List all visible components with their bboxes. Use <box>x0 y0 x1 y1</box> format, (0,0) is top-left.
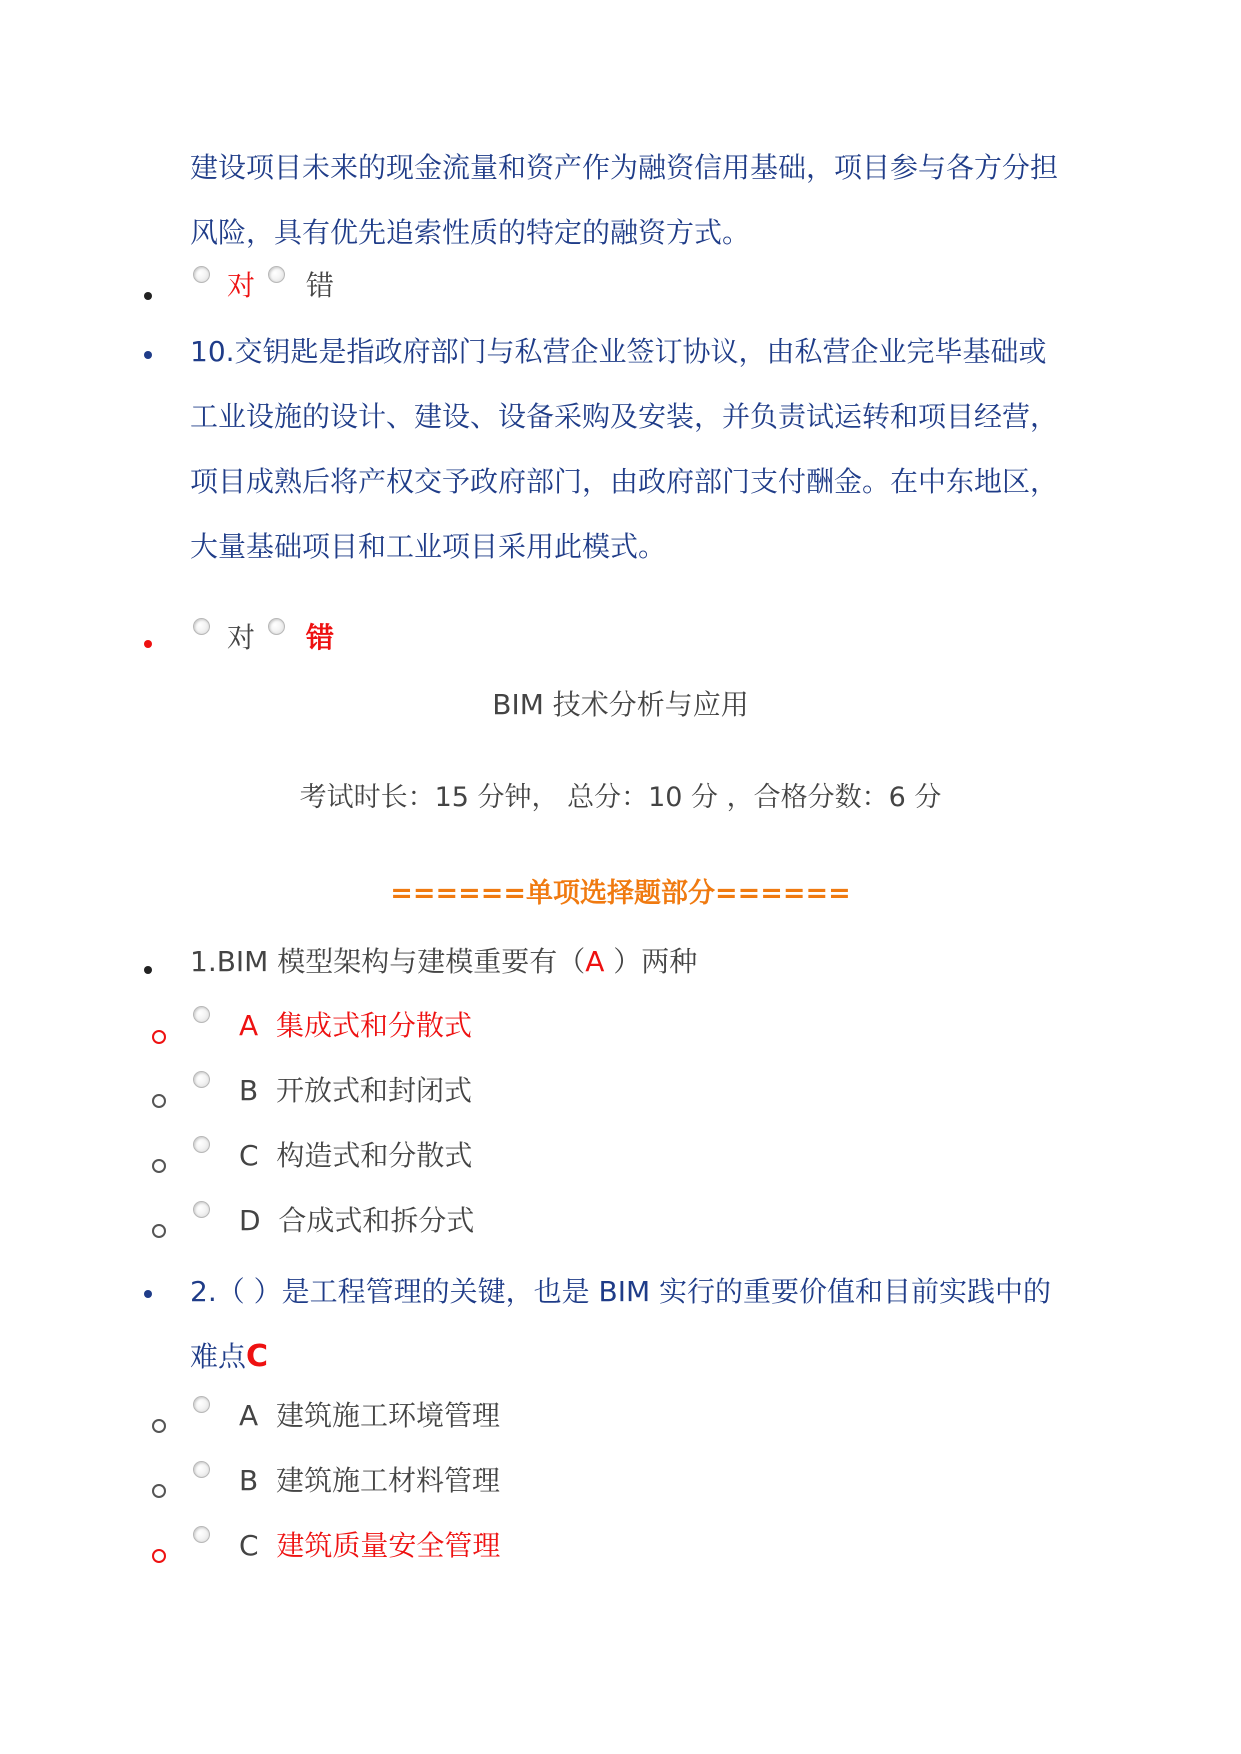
option-text: 集成式和分散式 <box>275 1009 472 1042</box>
radio-mc2-b[interactable] <box>193 1461 210 1478</box>
option-letter: C <box>239 1529 259 1562</box>
mc1-option-a <box>239 1006 472 1046</box>
option-true-q10-label: 对 <box>227 621 256 654</box>
section-header: ======单项选择题部分====== <box>390 878 851 909</box>
option-letter: C <box>239 1139 259 1172</box>
sub-bullet <box>152 1094 166 1108</box>
mc-question-2-text: 2.（ ）是工程管理的关键，也是 BIM 实行的重要价值和目前实践中的难点 <box>190 1275 1052 1373</box>
sub-bullet <box>152 1419 166 1433</box>
radio-true-q10[interactable] <box>193 618 210 635</box>
option-true-q9-label: 对 <box>227 269 256 302</box>
list-bullet <box>144 640 152 648</box>
radio-false-q9[interactable] <box>268 266 285 283</box>
exam-title: BIM 技术分析与应用 <box>492 688 749 721</box>
radio-mc2-a[interactable] <box>193 1396 210 1413</box>
sub-bullet <box>152 1030 166 1044</box>
sub-bullet <box>152 1159 166 1173</box>
mc2-option-b <box>239 1461 500 1501</box>
option-letter: D <box>239 1204 261 1237</box>
mc-question-2 <box>190 1259 1070 1389</box>
option-false-q9-label: 错 <box>306 269 335 302</box>
option-letter: A <box>239 1009 259 1042</box>
radio-mc2-c[interactable] <box>193 1526 210 1543</box>
sub-bullet <box>152 1224 166 1238</box>
option-false-q10-label: 错 <box>306 621 335 654</box>
list-bullet <box>144 966 152 974</box>
option-text: 建筑施工环境管理 <box>275 1399 500 1432</box>
mc1-option-b <box>239 1071 472 1111</box>
sub-bullet <box>152 1484 166 1498</box>
list-bullet <box>144 351 152 359</box>
radio-true-q9[interactable] <box>193 266 210 283</box>
sub-bullet <box>152 1549 166 1563</box>
option-text: 开放式和封闭式 <box>276 1074 473 1107</box>
mc-question-1-text-end: ）两种 <box>604 945 698 978</box>
question-10-text: 10.交钥匙是指政府部门与私营企业签订协议，由私营企业完毕基础或工业设施的设计、建设、设备采购及安装，并负责试运转和项目经营，项目成熟后将产权交予政府部门，由政府部门支付酬金。在中东地区，大量基础项目和工业项目采用此模式。 <box>190 335 1059 563</box>
mc1-option-d <box>239 1201 474 1241</box>
mc1-option-c <box>239 1136 472 1176</box>
option-letter: B <box>239 1074 259 1107</box>
exam-info: 考试时长：15 分钟， 总分：10 分 ，合格分数：6 分 <box>299 782 942 813</box>
mc-question-1-text: 1.BIM 模型架构与建模重要有（ <box>190 945 586 978</box>
question-9-text: 建设项目未来的现金流量和资产作为融资信用基础，项目参与各方分担风险，具有优先追索性质的特定的融资方式。 <box>190 151 1059 249</box>
mc2-option-a <box>239 1396 500 1436</box>
option-letter: A <box>239 1399 259 1432</box>
radio-mc1-d[interactable] <box>193 1201 210 1218</box>
option-letter: B <box>239 1464 259 1497</box>
option-text: 合成式和拆分式 <box>278 1204 475 1237</box>
radio-false-q10[interactable] <box>268 618 285 635</box>
option-text: 构造式和分散式 <box>276 1139 473 1172</box>
radio-mc1-a[interactable] <box>193 1006 210 1023</box>
mc2-option-c <box>239 1526 500 1566</box>
option-text: 建筑质量安全管理 <box>276 1529 501 1562</box>
mc-question-1-answer: A <box>585 945 605 978</box>
radio-mc1-c[interactable] <box>193 1136 210 1153</box>
mc-question-1 <box>190 942 697 982</box>
list-bullet <box>144 292 152 300</box>
list-bullet <box>144 1290 152 1298</box>
option-text: 建筑施工材料管理 <box>276 1464 501 1497</box>
mc-question-2-answer: C <box>246 1339 269 1374</box>
radio-mc1-b[interactable] <box>193 1071 210 1088</box>
